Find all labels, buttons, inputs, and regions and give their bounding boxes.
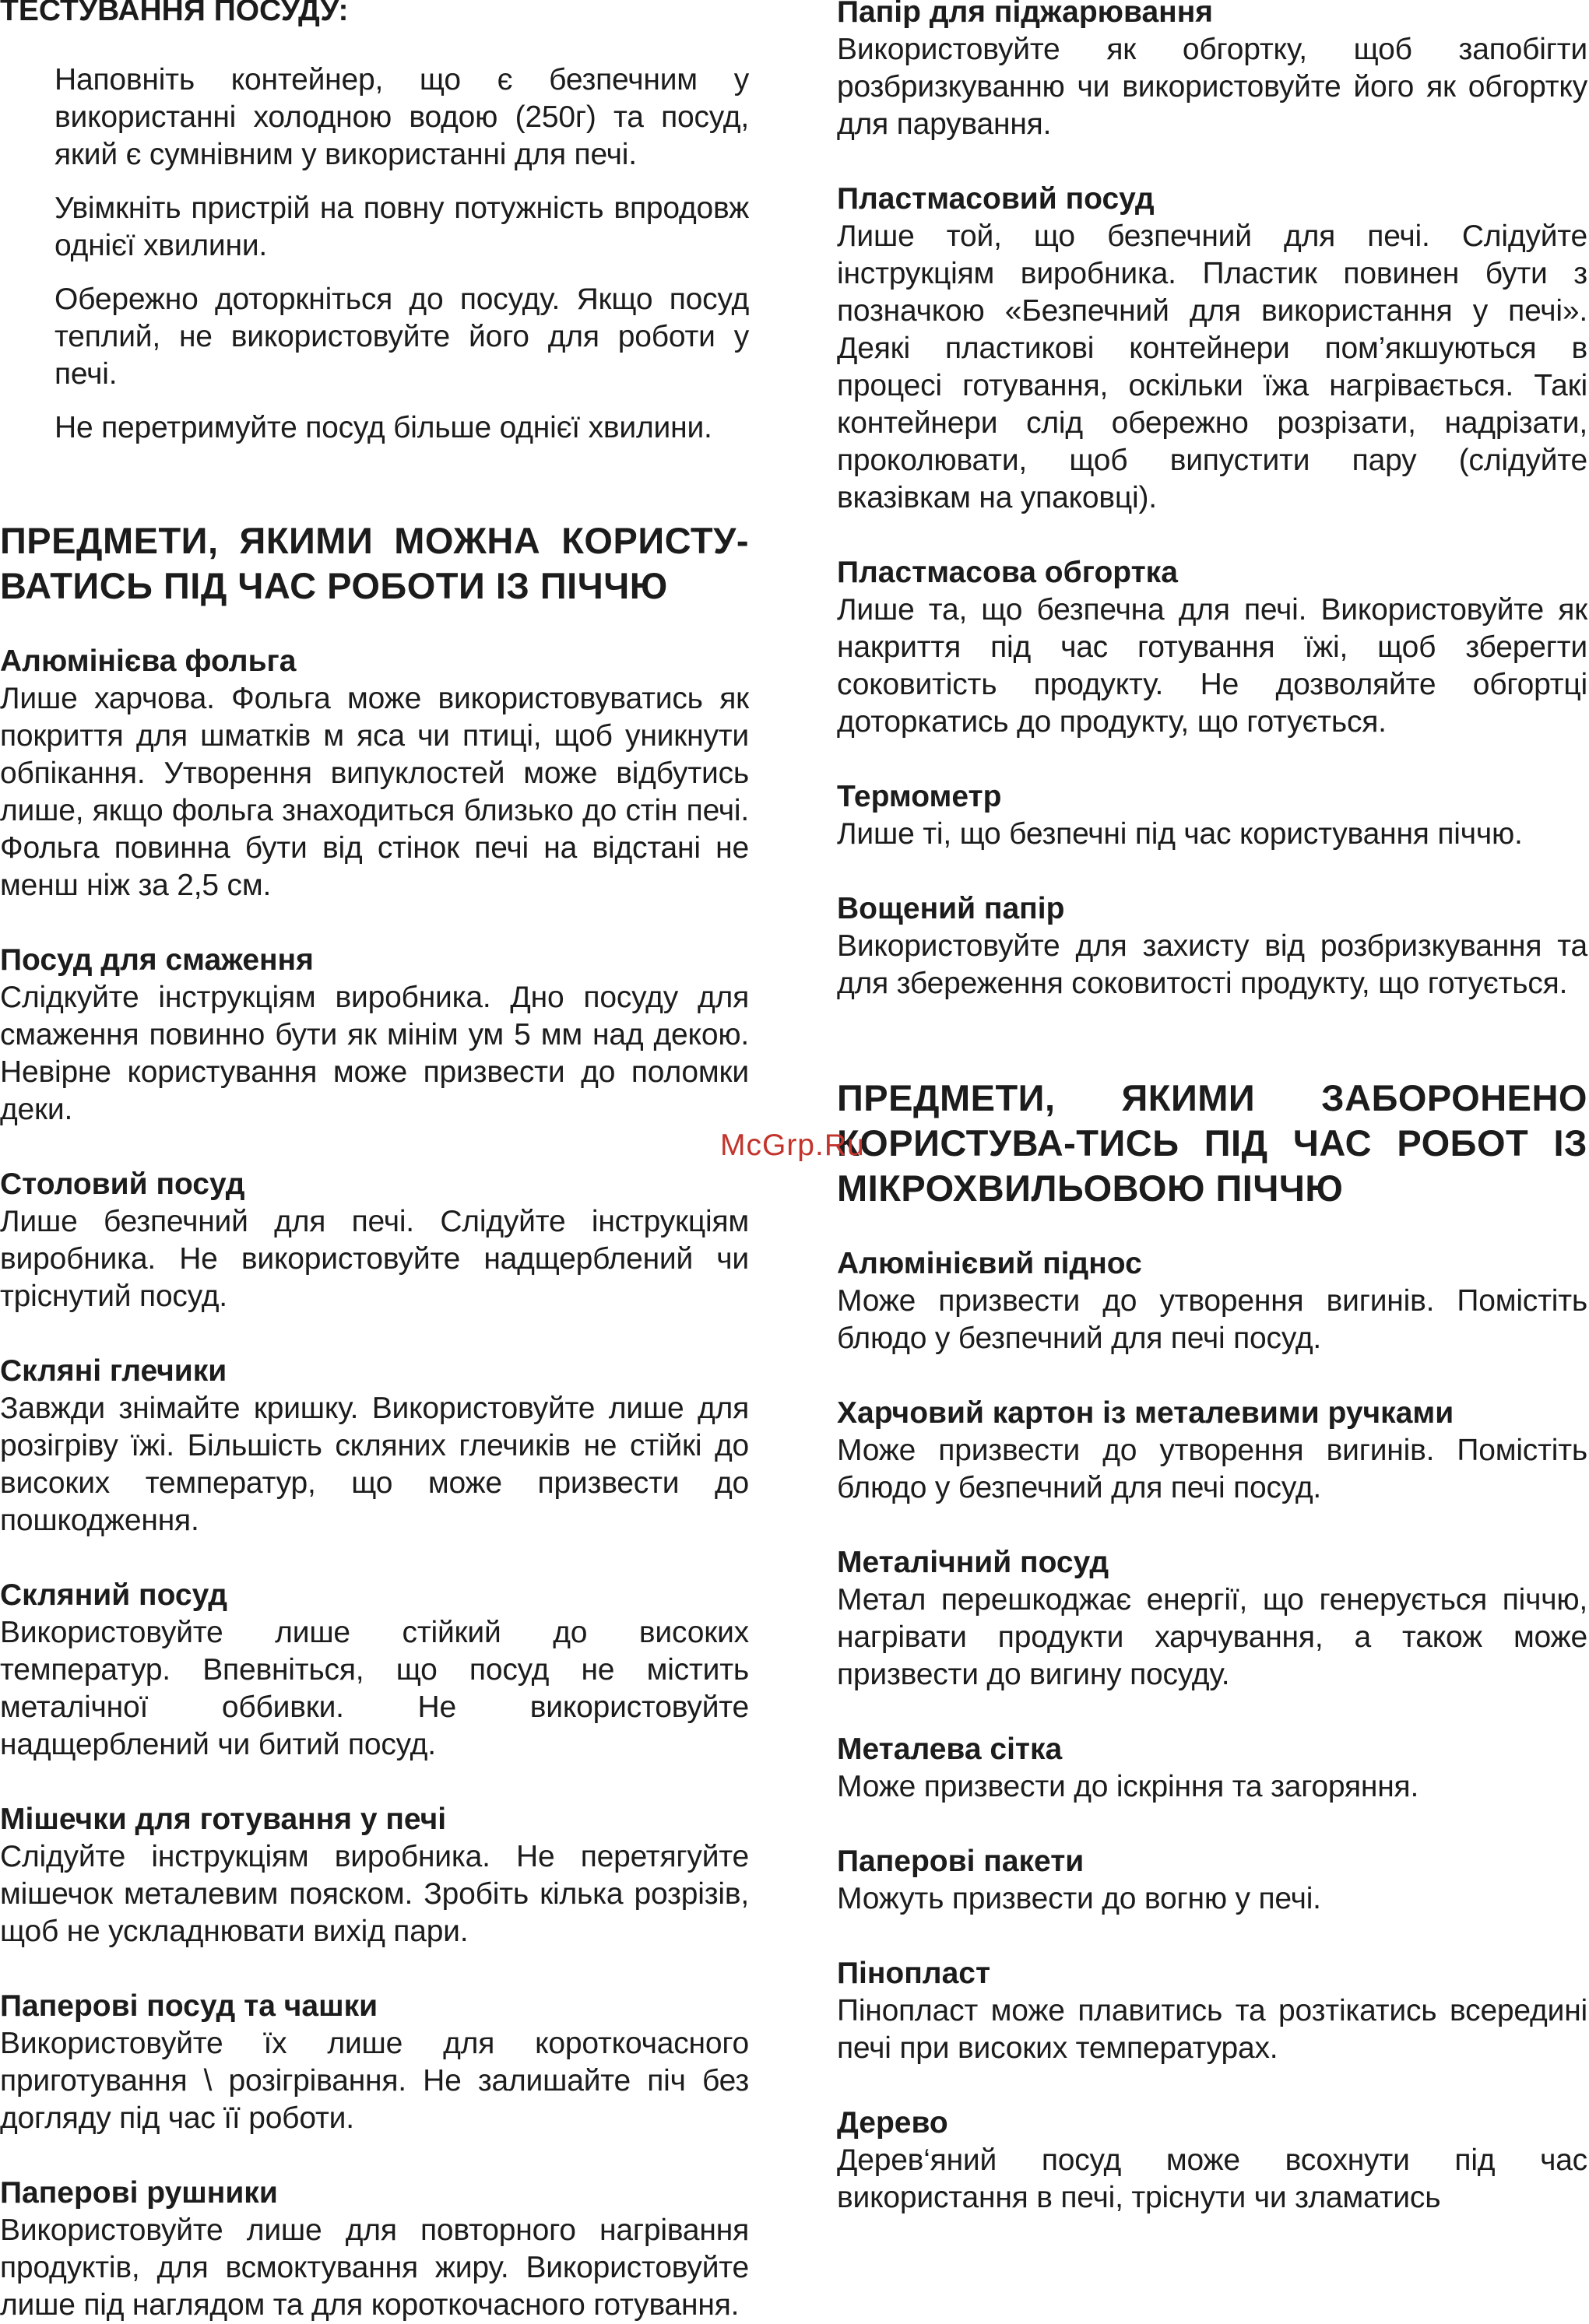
allowed-item-paper-towels	[0, 2175, 749, 2324]
item-text: Використовуйте для захисту від розбризкування та для збереження соковитості продукту, що готується.	[837, 929, 1587, 1000]
item-title: Скляні глечики	[0, 1354, 227, 1388]
item-title: Паперові рушники	[0, 2176, 278, 2210]
allowed-item-glass-jugs	[0, 1353, 749, 1539]
item-text: Лише та, що безпечна для печі. Використовуйте як накриття під час готування їжі, щоб зберегти соковитість продукту. Не дозволяйте обгортці доторкатись до продукту, що готується.	[837, 593, 1587, 739]
item-text: Може призвести до утворення вигинів. Помістіть блюдо у безпечний для печі посуд.	[837, 1284, 1587, 1355]
item-text: Завжди знімайте кришку. Використовуйте лише для розігріву їжі. Більшість скляних глечиків не стійкі до високих температур, що може призвести до пошкодження.	[0, 1392, 749, 1537]
allowed-item-glassware	[0, 1577, 749, 1764]
forbidden-item-styrofoam	[837, 1955, 1587, 2067]
right-column	[837, 0, 1587, 2217]
item-title: Пінопласт	[837, 1957, 991, 1990]
item-title: Дерево	[837, 2106, 948, 2140]
item-title: Пластмасовий посуд	[837, 182, 1155, 216]
item-title: Папір для піджарювання	[837, 0, 1214, 29]
testing-step-2: Увімкніть пристрій на повну потужність впродовж однієї хвилини.	[54, 191, 749, 262]
allowed-item-parchment	[837, 0, 1587, 143]
item-title: Паперові посуд та чашки	[0, 1989, 378, 2023]
item-title: Алюмінієва фольга	[0, 644, 297, 678]
item-title: Металічний посуд	[837, 1546, 1109, 1579]
item-text: Дерев‘яний посуд може всохнути під час використання в печі, тріснути чи зламатись	[837, 2143, 1587, 2214]
item-title: Скляний посуд	[0, 1578, 228, 1612]
forbidden-item-metal-mesh	[837, 1731, 1587, 1806]
watermark: McGrp.Ru	[720, 1129, 865, 1162]
left-column	[0, 0, 749, 2324]
item-text: Використовуйте лише для повторного нагрівання продуктів, для всмоктування жиру. Використовуйте лише під наглядом та для короткочасного готування.	[0, 2213, 749, 2322]
item-text: Лише той, що безпечний для печі. Слідуйте інструкціям виробника. Пластик повинен бути з позначкою «Безпечний для використання у печі». Деякі пластикові контейнери пом’якшуються в процесі готування, оскільки їжа нагрівається. Такі контейнери слід обережно розрізати, надрізати, проколювати, щоб випустити пару (слідуйте вказівкам на упаковці).	[837, 219, 1587, 514]
item-title: Харчовий картон із металевими ручками	[837, 1396, 1454, 1430]
item-title: Посуд для смаження	[0, 943, 314, 977]
item-text: Лише безпечний для печі. Слідуйте інструкціям виробника. Не використовуйте надщерблений чи тріснутий посуд.	[0, 1205, 749, 1313]
testing-step-4: Не перетримуйте посуд більше однієї хвилини.	[54, 411, 712, 444]
item-text: Слідкуйте інструкціям виробника. Дно посуду для смаження повинно бути як мінім ум 5 мм над декою. Невірне користування може призвести до поломки деки.	[0, 981, 749, 1126]
allowed-item-plastic-dishes	[837, 181, 1587, 517]
forbidden-item-metal-dishes	[837, 1544, 1587, 1694]
allowed-item-thermometer	[837, 778, 1587, 853]
forbidden-item-aluminum-tray	[837, 1245, 1587, 1357]
item-title: Металева сітка	[837, 1732, 1063, 1766]
item-text: Може призвести до іскріння та загоряння.	[837, 1770, 1419, 1803]
allowed-item-oven-bags	[0, 1801, 749, 1950]
item-title: Вощений папір	[837, 892, 1065, 925]
item-text: Слідуйте інструкціям виробника. Не перетягуйте мішечок металевим пояском. Зробіть кілька розрізів, щоб не ускладнювати вихід пари.	[0, 1840, 749, 1948]
item-title: Паперові пакети	[837, 1845, 1085, 1878]
testing-step-3: Обережно доторкніться до посуду. Якщо посуд теплий, не використовуйте його для роботи у печі.	[54, 283, 749, 391]
item-text: Можуть призвести до вогню у печі.	[837, 1882, 1321, 1915]
item-text: Лише харчова. Фольга може використовуватись як покриття для шматків м яса чи птиці, щоб уникнути обпікання. Утворення випуклостей може відбутись лише, якщо фольга знаходиться близько до стін печі. Фольга повинна бути від стінок печі на відстані не менш ніж за 2,5 см.	[0, 682, 749, 902]
forbidden-item-paper-bags	[837, 1843, 1587, 1918]
item-text: Використовуйте лише стійкий до високих температур. Впевніться, що посуд не містить металічної оббивки. Не використовуйте надщерблений чи битий посуд.	[0, 1616, 749, 1761]
forbidden-section-title: ПРЕДМЕТИ, ЯКИМИ ЗАБОРОНЕНО КОРИСТУВА-ТИСЬ ПІД ЧАС РОБОТ ІЗ МІКРОХВИЛЬОВОЮ ПІЧЧЮ	[837, 1077, 1587, 1209]
allowed-item-paper-plates	[0, 1988, 749, 2137]
testing-title: ТЕСТУВАННЯ ПОСУДУ:	[0, 0, 349, 27]
item-text: Може призвести до утворення вигинів. Помістіть блюдо у безпечний для печі посуд.	[837, 1434, 1587, 1504]
item-title: Термометр	[837, 780, 1002, 813]
item-title: Алюмінієвий піднос	[837, 1247, 1142, 1280]
item-title: Мішечки для готування у печі	[0, 1803, 447, 1836]
testing-step-1: Наповніть контейнер, що є безпечним у використанні холодною водою (250г) та посуд, який є сумнівним у використанні для печі.	[54, 63, 749, 171]
item-text: Лише ті, що безпечні під час користування піччю.	[837, 817, 1523, 851]
allowed-section-title: ПРЕДМЕТИ, ЯКИМИ МОЖНА КОРИСТУ-ВАТИСЬ ПІД ЧАС РОБОТИ ІЗ ПІЧЧЮ	[0, 520, 749, 606]
forbidden-item-wood	[837, 2105, 1587, 2217]
item-title: Столовий посуд	[0, 1167, 245, 1201]
item-text: Використовуйте їх лише для короткочасного приготування \ розігрівання. Не залишайте піч без догляду під час її роботи.	[0, 2027, 749, 2135]
item-text: Використовуйте як обгортку, щоб запобігти розбризкуванню чи використовуйте його як обгортку для парування.	[837, 33, 1587, 141]
item-text: Пінопласт може плавитись та розтікатись всередині печі при високих температурах.	[837, 1994, 1587, 2065]
allowed-item-tableware	[0, 1166, 749, 1315]
item-title: Пластмасова обгортка	[837, 556, 1178, 589]
allowed-item-plastic-wrap	[837, 554, 1587, 741]
allowed-item-foil	[0, 643, 749, 904]
item-text: Метал перешкоджає енергії, що генерується піччю, нагрівати продукти харчування, а також може призвести до вигину посуду.	[837, 1583, 1587, 1691]
allowed-item-frying-dish	[0, 942, 749, 1129]
forbidden-item-food-carton	[837, 1395, 1587, 1507]
allowed-item-wax-paper	[837, 890, 1587, 1002]
